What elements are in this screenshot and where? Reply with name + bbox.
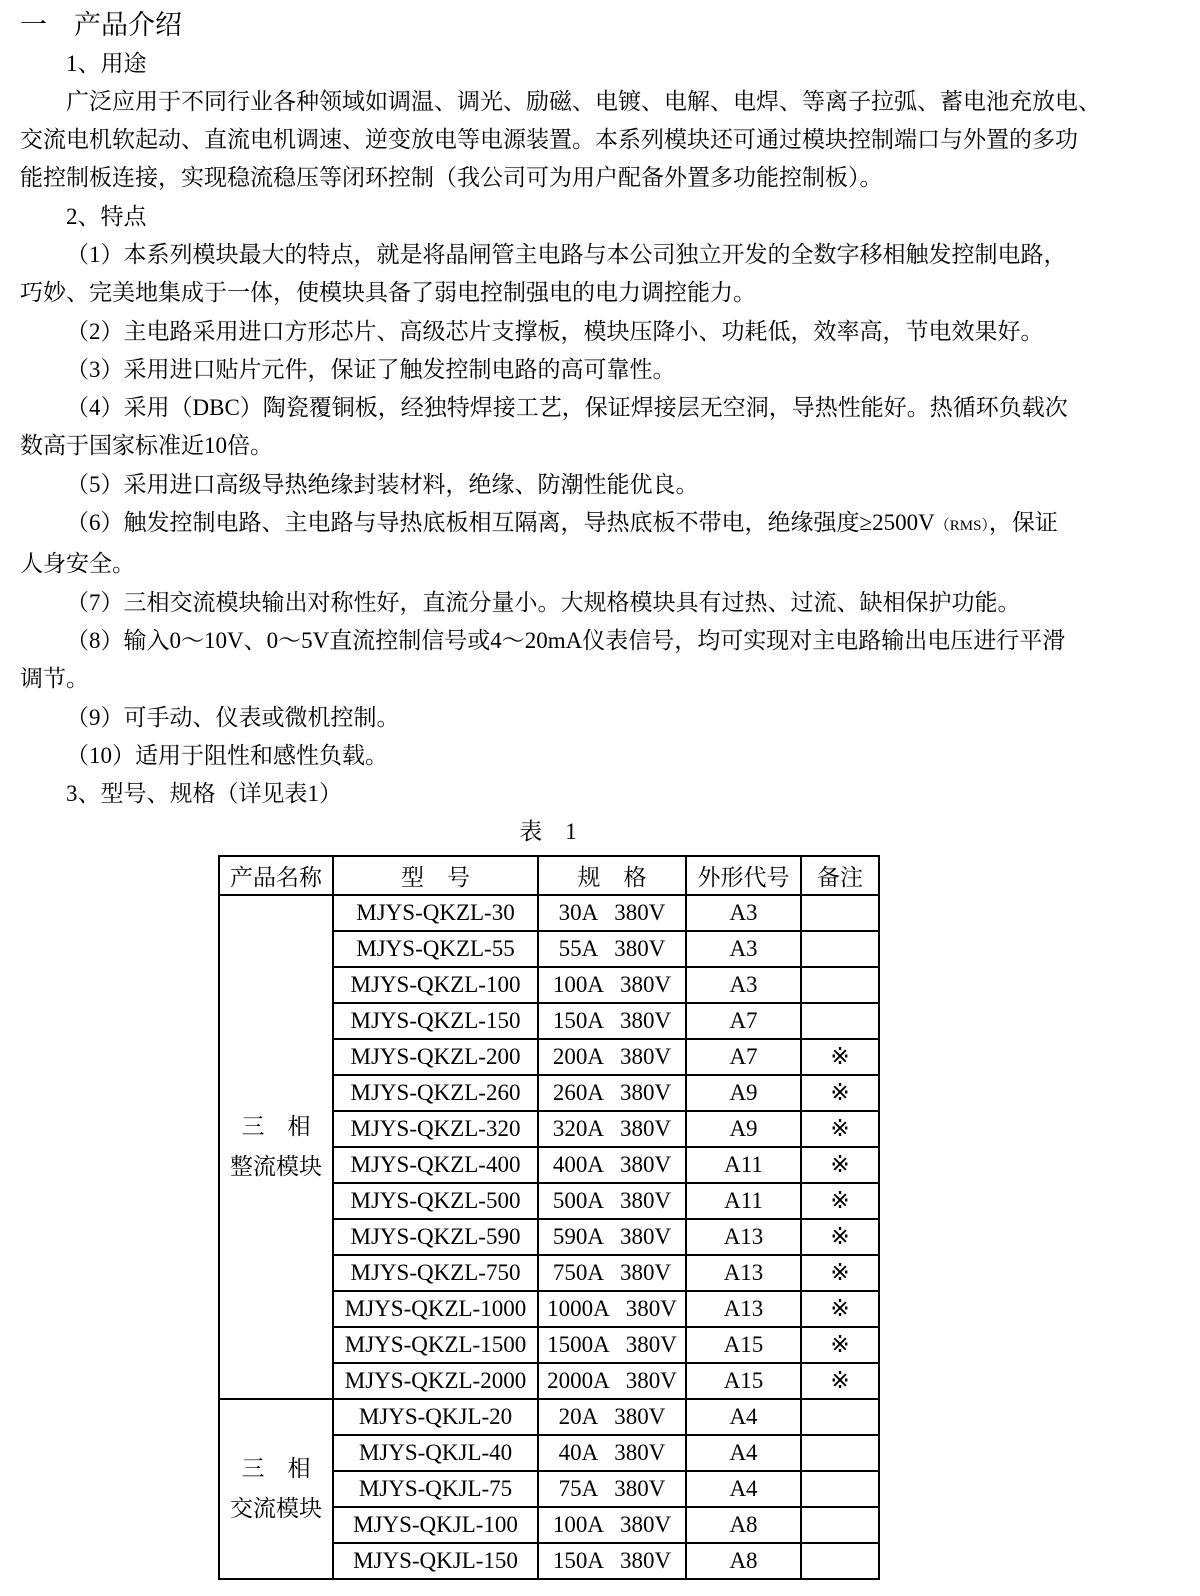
note-cell xyxy=(801,1543,879,1579)
product-group-label: 交流模块 xyxy=(230,1495,322,1521)
header-shape-code: 外形代号 xyxy=(686,856,801,895)
spec-cell: 55A 380V xyxy=(538,931,686,967)
note-cell: ※ xyxy=(801,1039,879,1075)
code-cell: A3 xyxy=(686,931,801,967)
model-cell: MJYS-QKZL-30 xyxy=(333,895,538,931)
feature-item-line: （10）适用于阻性和感性负载。 xyxy=(66,742,388,768)
feature-item-line: 人身安全。 xyxy=(20,551,135,577)
code-cell: A13 xyxy=(686,1219,801,1255)
feature-text: （6）触发控制电路、主电路与导热底板相互隔离，导热底板不带电，绝缘强度≥2500V xyxy=(66,510,935,536)
product-group-label: 整流模块 xyxy=(230,1153,322,1179)
model-cell: MJYS-QKJL-20 xyxy=(333,1399,538,1435)
model-cell: MJYS-QKJL-40 xyxy=(333,1435,538,1471)
table-caption: 表 1 xyxy=(519,819,577,845)
model-cell: MJYS-QKZL-320 xyxy=(333,1111,538,1147)
code-cell: A9 xyxy=(686,1075,801,1111)
spec-cell: 150A 380V xyxy=(538,1003,686,1039)
note-cell xyxy=(801,1435,879,1471)
model-cell: MJYS-QKZL-1000 xyxy=(333,1291,538,1327)
note-cell: ※ xyxy=(801,1147,879,1183)
code-cell: A9 xyxy=(686,1111,801,1147)
note-cell: ※ xyxy=(801,1219,879,1255)
spec-table xyxy=(218,855,880,1580)
section-usage-heading: 1、用途 xyxy=(66,50,147,76)
spec-table-body xyxy=(219,895,879,1579)
code-cell: A13 xyxy=(686,1255,801,1291)
model-cell: MJYS-QKZL-750 xyxy=(333,1255,538,1291)
code-cell: A7 xyxy=(686,1039,801,1075)
spec-cell: 75A 380V xyxy=(538,1471,686,1507)
spec-cell: 30A 380V xyxy=(538,895,686,931)
note-cell xyxy=(801,1471,879,1507)
spec-cell: 2000A 380V xyxy=(538,1363,686,1399)
feature-item-line: （8）输入0～10V、0～5V直流控制信号或4～20mA仪表信号，均可实现对主电路输出电压进行平滑 xyxy=(66,627,1066,653)
note-cell: ※ xyxy=(801,1183,879,1219)
code-cell: A4 xyxy=(686,1471,801,1507)
product-group-cell xyxy=(219,895,333,1399)
rms-subscript: （RMS） xyxy=(934,518,989,535)
model-cell: MJYS-QKZL-200 xyxy=(333,1039,538,1075)
model-cell: MJYS-QKZL-400 xyxy=(333,1147,538,1183)
note-cell: ※ xyxy=(801,1111,879,1147)
model-cell: MJYS-QKJL-150 xyxy=(333,1543,538,1579)
usage-paragraph-line: 交流电机软起动、直流电机调速、逆变放电等电源装置。本系列模块还可通过模块控制端口与外置的多功 xyxy=(20,127,1078,153)
code-cell: A8 xyxy=(686,1543,801,1579)
note-cell xyxy=(801,1399,879,1435)
spec-cell: 100A 380V xyxy=(538,1507,686,1543)
feature-text: ，保证 xyxy=(988,510,1058,536)
model-cell: MJYS-QKJL-75 xyxy=(333,1471,538,1507)
table-row xyxy=(219,895,879,931)
code-cell: A15 xyxy=(686,1327,801,1363)
doc-title: 一 产品介绍 xyxy=(20,10,182,40)
model-cell: MJYS-QKZL-590 xyxy=(333,1219,538,1255)
feature-item-line: （2）主电路采用进口方形芯片、高级芯片支撑板，模块压降小、功耗低，效率高，节电效果好。 xyxy=(66,318,1044,344)
model-cell: MJYS-QKZL-2000 xyxy=(333,1363,538,1399)
table-header-row xyxy=(219,856,879,895)
table-row xyxy=(219,1399,879,1435)
section-models-heading: 3、型号、规格（详见表1） xyxy=(66,781,342,807)
note-cell: ※ xyxy=(801,1363,879,1399)
header-spec: 规 格 xyxy=(538,856,686,895)
code-cell: A11 xyxy=(686,1147,801,1183)
code-cell: A4 xyxy=(686,1435,801,1471)
model-cell: MJYS-QKJL-100 xyxy=(333,1507,538,1543)
spec-cell: 320A 380V xyxy=(538,1111,686,1147)
model-cell: MJYS-QKZL-150 xyxy=(333,1003,538,1039)
code-cell: A7 xyxy=(686,1003,801,1039)
note-cell: ※ xyxy=(801,1327,879,1363)
code-cell: A13 xyxy=(686,1291,801,1327)
spec-cell: 40A 380V xyxy=(538,1435,686,1471)
feature-item-line: 数高于国家标准近10倍。 xyxy=(20,433,273,459)
spec-cell: 100A 380V xyxy=(538,967,686,1003)
code-cell: A8 xyxy=(686,1507,801,1543)
code-cell: A3 xyxy=(686,895,801,931)
spec-cell: 750A 380V xyxy=(538,1255,686,1291)
spec-cell: 500A 380V xyxy=(538,1183,686,1219)
code-cell: A11 xyxy=(686,1183,801,1219)
spec-cell: 150A 380V xyxy=(538,1543,686,1579)
feature-item-line: （3）采用进口贴片元件，保证了触发控制电路的高可靠性。 xyxy=(66,356,676,382)
spec-cell: 20A 380V xyxy=(538,1399,686,1435)
usage-paragraph-line: 能控制板连接，实现稳流稳压等闭环控制（我公司可为用户配备外置多功能控制板）。 xyxy=(20,165,883,191)
model-cell: MJYS-QKZL-100 xyxy=(333,967,538,1003)
note-cell: ※ xyxy=(801,1291,879,1327)
feature-item-line: （9）可手动、仪表或微机控制。 xyxy=(66,704,400,730)
header-model: 型 号 xyxy=(333,856,538,895)
feature-item-line xyxy=(20,504,1180,545)
feature-item-line: （5）采用进口高级导热绝缘封装材料，绝缘、防潮性能优良。 xyxy=(66,471,699,497)
header-product-name: 产品名称 xyxy=(219,856,333,895)
feature-item-line: （4）采用（DBC）陶瓷覆铜板，经独特焊接工艺，保证焊接层无空洞，导热性能好。热循环负载次 xyxy=(66,395,1068,421)
note-cell xyxy=(801,1507,879,1543)
spec-cell: 1500A 380V xyxy=(538,1327,686,1363)
model-cell: MJYS-QKZL-500 xyxy=(333,1183,538,1219)
spec-cell: 590A 380V xyxy=(538,1219,686,1255)
product-group-label: 三 相 xyxy=(241,1455,311,1481)
note-cell: ※ xyxy=(801,1075,879,1111)
note-cell xyxy=(801,895,879,931)
note-cell: ※ xyxy=(801,1255,879,1291)
note-cell xyxy=(801,967,879,1003)
note-cell xyxy=(801,931,879,967)
feature-item-line: 巧妙、完美地集成于一体，使模块具备了弱电控制强电的电力调控能力。 xyxy=(20,280,756,306)
feature-item-line: 调节。 xyxy=(20,666,89,692)
spec-cell: 400A 380V xyxy=(538,1147,686,1183)
model-cell: MJYS-QKZL-1500 xyxy=(333,1327,538,1363)
spec-cell: 260A 380V xyxy=(538,1075,686,1111)
header-note: 备注 xyxy=(801,856,879,895)
usage-paragraph-line: 广泛应用于不同行业各种领域如调温、调光、励磁、电镀、电解、电焊、等离子拉弧、蓄电池充放电、 xyxy=(66,88,1101,114)
product-group-cell xyxy=(219,1399,333,1579)
model-cell: MJYS-QKZL-260 xyxy=(333,1075,538,1111)
spec-cell: 200A 380V xyxy=(538,1039,686,1075)
feature-item-line: （7）三相交流模块输出对称性好，直流分量小。大规格模块具有过热、过流、缺相保护功能。 xyxy=(66,589,1021,615)
spec-cell: 1000A 380V xyxy=(538,1291,686,1327)
feature-item-line: （1）本系列模块最大的特点，就是将晶闸管主电路与本公司独立开发的全数字移相触发控制电路， xyxy=(66,241,1067,267)
code-cell: A3 xyxy=(686,967,801,1003)
code-cell: A4 xyxy=(686,1399,801,1435)
section-features-heading: 2、特点 xyxy=(66,203,147,229)
model-cell: MJYS-QKZL-55 xyxy=(333,931,538,967)
code-cell: A15 xyxy=(686,1363,801,1399)
product-group-label: 三 相 xyxy=(241,1113,311,1139)
note-cell xyxy=(801,1003,879,1039)
